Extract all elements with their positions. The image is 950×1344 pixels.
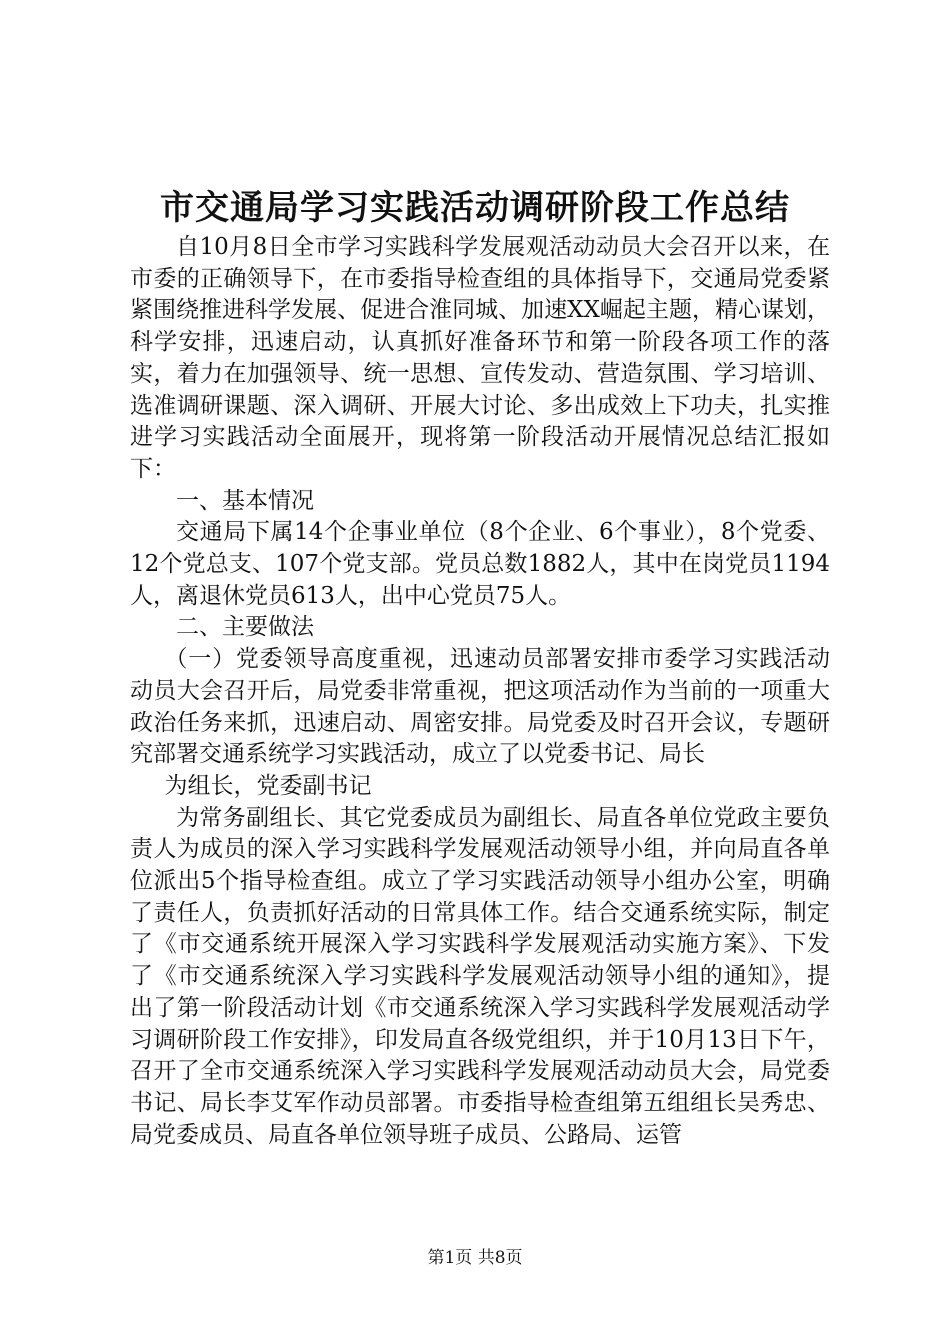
intro-paragraph: 自10月8日全市学习实践科学发展观活动动员大会召开以来，在市委的正确领导下，在市委指导检查组的具体指导下，交通局党委紧紧围绕推进科学发展、促进合淮同城、加速XX崛起主题，精心谋划，科学安排，迅速启动，认真抓好准备环节和第一阶段各项工作的落实，着力在加强领导、统一思想、宣传发动、营造氛围、学习培训、选准调研课题、深入调研、开展大讨论、多出成效上下功夫，扎实推进学习实践活动全面展开，现将第一阶段活动开展情况总结汇报如下： (130, 234, 830, 482)
page-number-footer: 第1页 共8页 (427, 1248, 523, 1268)
section-heading-main-practices: 二、主要做法 (176, 614, 314, 641)
practice-one-paragraph: （一）党委领导高度重视，迅速动员部署安排市委学习实践活动动员大会召开后，局党委非常重视，把这项活动作为当前的一项重大政治任务来抓，迅速启动、周密安排。局党委及时召开会议，专题研究部署交通系统学习实践活动，成立了以党委书记、局长 (130, 646, 830, 768)
document-title: 市交通局学习实践活动调研阶段工作总结 (160, 188, 790, 228)
section-heading-basic-situation: 一、基本情况 (176, 487, 314, 514)
basic-situation-paragraph: 交通局下属14个企事业单位（8个企业、6个事业），8个党委、12个党总支、107个党支部。党员总数1882人，其中在岗党员1194人，离退休党员613人，出中心党员75人。 (130, 519, 830, 609)
leading-group-paragraph: 为常务副组长、其它党委成员为副组长、局直各单位党政主要负责人为成员的深入学习实践科学发展观活动领导小组，并向局直各单位派出5个指导检查组。成立了学习实践活动领导小组办公室，明确了责任人，负责抓好活动的日常具体工作。结合交通系统实际，制定了《市交通系统开展深入学习实践科学发展观活动实施方案》、下发了《市交通系统深入学习实践科学发展观活动领导小组的通知》，提出了第一阶段活动计划《市交通系统深入学习实践科学发展观活动学习调研阶段工作安排》，印发局直各级党组织，并于10月13日下午，召开了全市交通系统深入学习实践科学发展观活动动员大会，局党委书记、局长李艾军作动员部署。市委指导检查组第五组组长吴秀忠、局党委成员、局直各单位领导班子成员、公路局、运管 (130, 804, 830, 1148)
group-leader-line: 为组长，党委副书记 (164, 772, 372, 799)
document-body (130, 232, 830, 1151)
